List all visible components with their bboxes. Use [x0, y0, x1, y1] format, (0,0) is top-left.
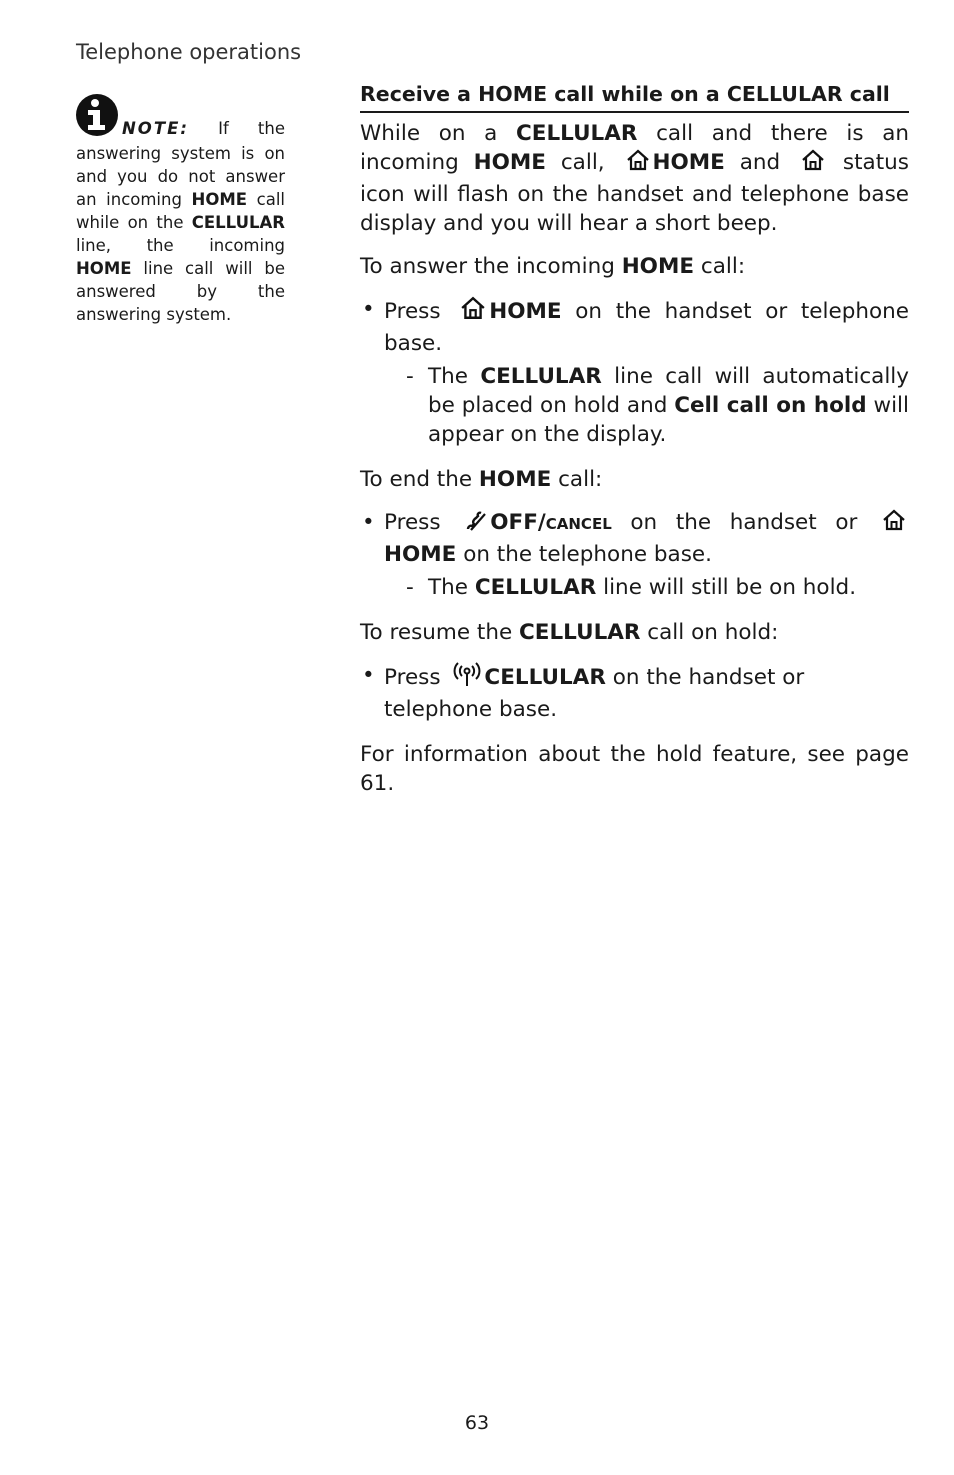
cellular-label: CELLULAR — [484, 665, 606, 690]
phone-off-icon — [465, 510, 487, 540]
answer-bullet — [360, 295, 909, 358]
text: call on hold: — [640, 620, 779, 645]
cellular-label: CELLULAR — [519, 620, 641, 645]
page-number: 63 — [464, 1412, 490, 1434]
note-text: line, the incoming — [76, 236, 285, 255]
off-label: OFF/ — [490, 510, 546, 535]
end-intro — [360, 465, 909, 494]
note-text: If the answering system is on and you do not answer an incoming — [76, 119, 285, 209]
note-text: call while on the — [76, 190, 285, 232]
display-message: Cell call on hold — [674, 393, 867, 418]
cellular-signal-icon — [453, 661, 481, 695]
note-box — [76, 94, 285, 326]
house-icon — [882, 508, 906, 540]
text: call: — [694, 254, 746, 279]
section-title: Receive a HOME call while on a CELLULAR call — [360, 80, 909, 113]
dash: - — [406, 364, 414, 389]
intro-paragraph — [360, 119, 909, 238]
text: To resume the — [360, 620, 520, 645]
cellular-label: CELLULAR — [474, 575, 597, 600]
cellular-label: CELLULAR — [480, 364, 602, 389]
cellular-label: CELLULAR — [516, 121, 638, 146]
note-home: HOME — [191, 190, 248, 209]
answer-intro — [360, 252, 909, 281]
end-sub — [360, 573, 909, 602]
text: line will still be on hold. — [596, 575, 857, 600]
section-header: Telephone operations — [76, 40, 302, 64]
text: While on a — [360, 121, 516, 146]
resume-bullet — [360, 661, 909, 724]
text: call and there is an incoming — [360, 121, 909, 175]
info-icon — [76, 94, 118, 142]
answer-sub — [360, 362, 909, 449]
text: on the handset or — [611, 510, 877, 535]
text: To end the — [360, 467, 479, 492]
text: The — [428, 575, 475, 600]
house-icon — [460, 295, 486, 329]
text: will appear on the display. — [428, 393, 909, 447]
home-label: HOME — [652, 150, 725, 175]
text: Press — [384, 299, 455, 324]
note-text: line call will be answered by the answering system. — [76, 259, 285, 324]
info-paragraph: For information about the hold feature, see page 61. — [360, 742, 909, 796]
text: Press — [384, 665, 448, 690]
resume-intro — [360, 618, 909, 647]
home-label: HOME — [384, 542, 457, 567]
text: on the handset or telephone base. — [384, 665, 805, 722]
text: To answer the incoming — [360, 254, 622, 279]
cancel-label: CANCEL — [545, 515, 612, 533]
main-content — [360, 80, 909, 812]
text: Press — [384, 510, 460, 535]
home-label: HOME — [473, 150, 546, 175]
text: and — [724, 150, 796, 175]
text: on the telephone base. — [456, 542, 712, 567]
text: on the handset or telephone base. — [384, 299, 910, 356]
text: line call will automatically be placed on hold and — [428, 364, 909, 418]
home-label: HOME — [621, 254, 695, 279]
house-icon — [801, 148, 825, 180]
text: status icon will flash on the handset and telephone base display and you will hear a short beep. — [360, 150, 909, 236]
text: call, — [546, 150, 620, 175]
dash: - — [406, 575, 414, 600]
text: call: — [551, 467, 603, 492]
note-home: HOME — [76, 259, 132, 278]
end-bullet — [360, 508, 909, 569]
home-label: HOME — [489, 299, 562, 324]
home-label: HOME — [478, 467, 552, 492]
house-icon — [626, 148, 650, 180]
note-label: NOTE: — [122, 119, 189, 138]
text: The — [428, 364, 481, 389]
note-cellular: CELLULAR — [191, 213, 285, 232]
